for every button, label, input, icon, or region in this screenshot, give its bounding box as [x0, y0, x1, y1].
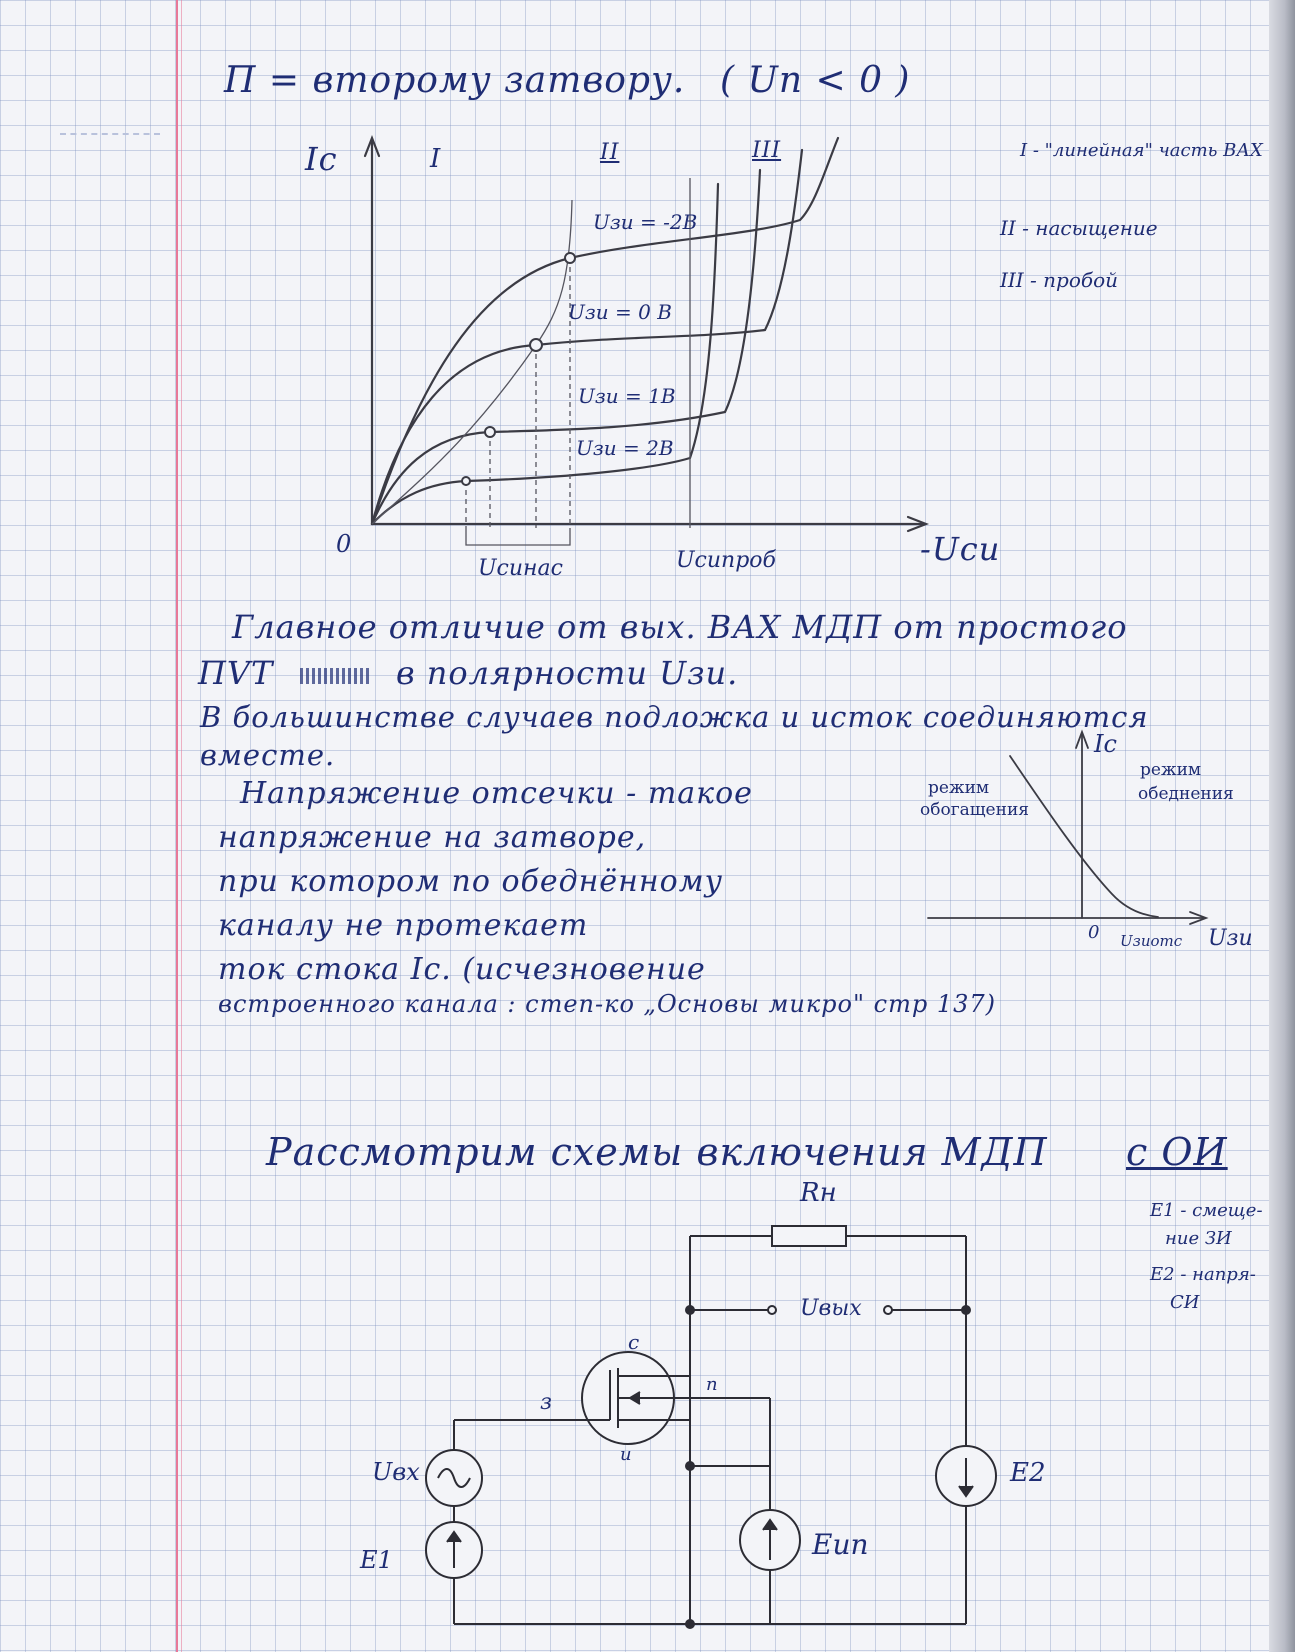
region-3-label: III — [752, 138, 782, 163]
label-load: Rн — [800, 1178, 837, 1208]
note-line-2b: в полярности Uзи. — [396, 654, 739, 692]
label-e1: E1 — [360, 1546, 393, 1574]
legend-region-1: I - "линейная" часть ВАХ — [1020, 140, 1263, 161]
label-gate: з — [540, 1390, 552, 1415]
section-2-legend-4: СИ — [1170, 1292, 1200, 1313]
section-2-legend-1: E1 - смеще- — [1150, 1200, 1263, 1221]
load-resistor — [772, 1226, 846, 1246]
series-label-minus2: Uзи = -2B — [593, 210, 698, 234]
label-e2: E2 — [1010, 1458, 1046, 1488]
chart-x-label: -Uси — [920, 530, 1001, 568]
section-2-legend-3: E2 - напря- — [1150, 1264, 1256, 1285]
label-output: Uвых — [800, 1296, 862, 1321]
small-chart-right-region-2: обеднения — [1138, 784, 1234, 804]
small-chart-x-label: Uзи — [1208, 926, 1253, 951]
section-2-heading: Рассмотрим схемы включения МДП — [266, 1130, 1048, 1174]
cutoff-line-4: каналу не протекает — [218, 908, 589, 943]
out-terminal-right — [884, 1306, 892, 1314]
node-top-right — [962, 1306, 970, 1314]
marker-ubreak: Uсипроб — [676, 548, 776, 573]
label-esub: Eип — [812, 1528, 869, 1561]
small-chart-y-label: Ic — [1094, 730, 1117, 758]
section-2-heading-tail: с ОИ — [1126, 1130, 1228, 1174]
label-input: Uвх — [372, 1458, 420, 1486]
note-line-4: вместе. — [200, 738, 336, 772]
small-chart-right-region-1: режим — [1140, 760, 1202, 780]
out-terminal-left — [768, 1306, 776, 1314]
page-heading: П = второму затвору. — [224, 60, 686, 101]
small-chart-left-region-1: режим — [928, 778, 990, 798]
series-label-1: Uзи = 1B — [578, 384, 676, 408]
cutoff-line-3: при котором по обеднённому — [218, 864, 723, 899]
note-line-2: ПVТ — [198, 654, 274, 692]
cutoff-line-5: ток стока Ic. (исчезновение — [218, 952, 706, 987]
small-chart-cutoff: Uзиотс — [1120, 932, 1183, 950]
note-line-1: Главное отличие от вых. ВАХ МДП от простого — [232, 608, 1128, 646]
node-source — [686, 1462, 694, 1470]
label-source: и — [620, 1444, 632, 1465]
small-chart-origin: 0 — [1088, 922, 1100, 943]
series-label-2: Uзи = 2B — [576, 436, 674, 460]
marker-usat: Uсинас — [478, 556, 563, 581]
note-line-3: В большинстве случаев подложка и исток соединяются — [200, 700, 1149, 734]
cutoff-line-2: напряжение на затворе, — [218, 820, 647, 855]
node-bottom — [686, 1620, 694, 1628]
label-drain: с — [628, 1330, 640, 1354]
cutoff-line-1: Напряжение отсечки - такое — [240, 776, 753, 811]
heading-condition: ( Uп < 0 ) — [720, 60, 911, 101]
region-2-label: II — [600, 140, 620, 165]
legend-region-3: III - пробой — [1000, 268, 1119, 292]
series-label-0: Uзи = 0 B — [568, 300, 672, 324]
region-1-label: I — [430, 144, 442, 174]
label-substrate: п — [706, 1374, 718, 1395]
small-chart-left-region-2: обогащения — [920, 800, 1029, 820]
legend-region-2: II - насыщение — [1000, 216, 1158, 240]
cutoff-line-6: встроенного канала : степ-ко „Основы микро" стр 137) — [218, 990, 997, 1018]
chart-y-label: Ic — [305, 140, 338, 178]
node-top — [686, 1306, 694, 1314]
chart-origin: 0 — [336, 530, 353, 558]
section-2-legend-2: ние ЗИ — [1165, 1228, 1232, 1249]
